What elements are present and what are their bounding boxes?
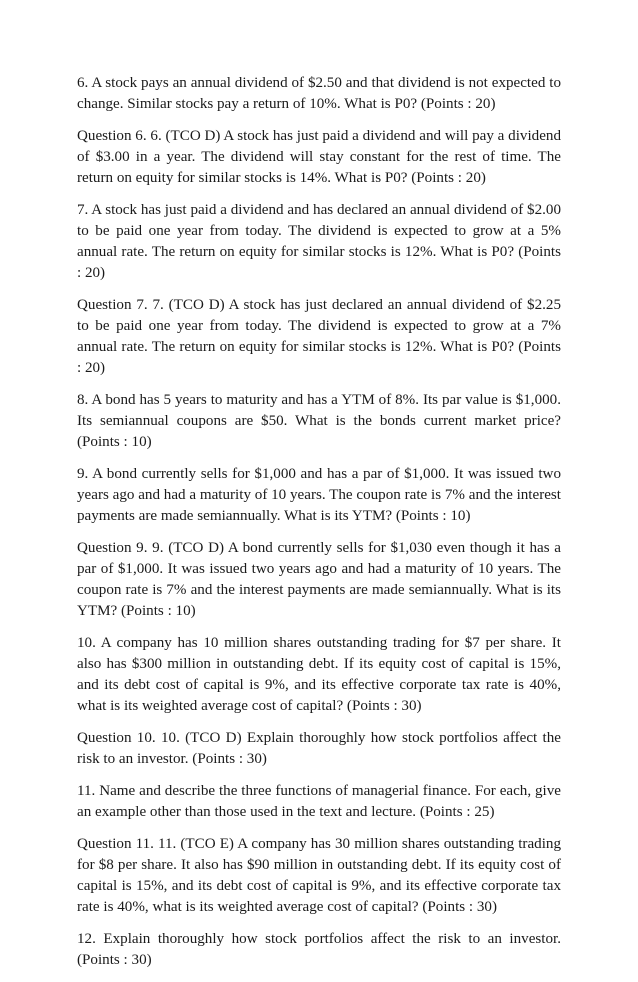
question-11-tco-e: Question 11. 11. (TCO E) A company has 30 million shares outstanding trading for $8 per share. It also has $90 million in outstanding debt. If its equity cost of capital is 15%, and its debt cost of capital is 9%, and its effective corporate tax rate is 40%, what is its weighted average cost of capital? (Points : 30) [77, 836, 561, 915]
document-page [77, 73, 561, 982]
question-6-tco-d: Question 6. 6. (TCO D) A stock has just paid a dividend and will pay a dividend of $3.00 in a year. The dividend will stay constant for the rest of time. The return on equity for similar stocks is 14%. What is P0? (Points : 20) [77, 128, 561, 186]
question-7-tco-d: Question 7. 7. (TCO D) A stock has just declared an annual dividend of $2.25 to be paid one year from today. The dividend is expected to grow at a 7% annual rate. The return on equity for similar stocks is 12%. What is P0? (Points : 20) [77, 297, 561, 376]
question-8: 8. A bond has 5 years to maturity and has a YTM of 8%. Its par value is $1,000. Its semiannual coupons are $50. What is the bonds current market price? (Points : 10) [77, 392, 561, 450]
question-10: 10. A company has 10 million shares outstanding trading for $7 per share. It also has $300 million in outstanding debt. If its equity cost of capital is 15%, and its debt cost of capital is 9%, and its effective corporate tax rate is 40%, what is its weighted average cost of capital? (Points : 30) [77, 635, 561, 714]
question-11: 11. Name and describe the three functions of managerial finance. For each, give an example other than those used in the text and lecture. (Points : 25) [77, 783, 561, 820]
question-9-tco-d: Question 9. 9. (TCO D) A bond currently sells for $1,030 even though it has a par of $1,000. It was issued two years ago and had a maturity of 10 years. The coupon rate is 7% and the interest payments are made semiannually. What is its YTM? (Points : 10) [77, 540, 561, 619]
question-12: 12. Explain thoroughly how stock portfolios affect the risk to an investor. (Points : 30) [77, 931, 561, 968]
question-6: 6. A stock pays an annual dividend of $2.50 and that dividend is not expected to change. Similar stocks pay a return of 10%. What is P0? (Points : 20) [77, 75, 561, 112]
question-9: 9. A bond currently sells for $1,000 and has a par of $1,000. It was issued two years ago and had a maturity of 10 years. The coupon rate is 7% and the interest payments are made semiannually. What is its YTM? (Points : 10) [77, 466, 561, 524]
question-10-tco-d: Question 10. 10. (TCO D) Explain thoroughly how stock portfolios affect the risk to an investor. (Points : 30) [77, 730, 561, 767]
question-7: 7. A stock has just paid a dividend and has declared an annual dividend of $2.00 to be paid one year from today. The dividend is expected to grow at a 5% annual rate. The return on equity for similar stocks is 12%. What is P0? (Points : 20) [77, 202, 561, 281]
